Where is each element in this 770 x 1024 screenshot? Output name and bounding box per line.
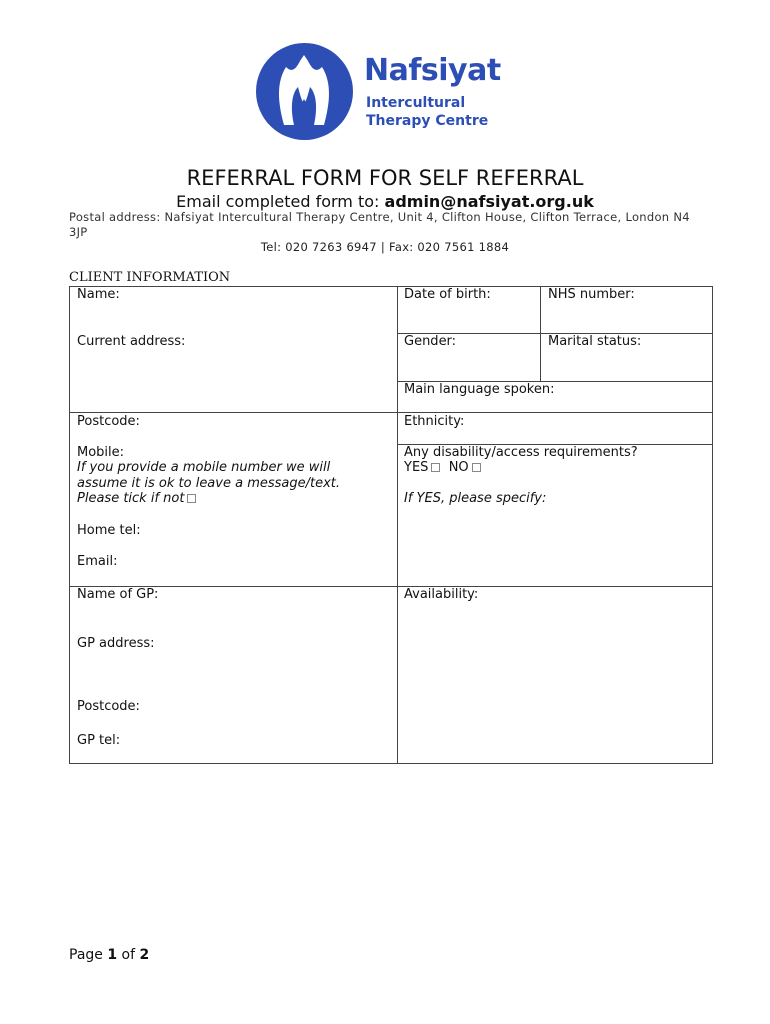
nhs-number-field[interactable]: NHS number: — [548, 287, 635, 302]
table-border-bottom — [69, 763, 713, 764]
postcode-field[interactable]: Postcode: — [77, 414, 140, 429]
gender-field[interactable]: Gender: — [404, 334, 457, 349]
logo-subtitle-line2: Therapy Centre — [366, 113, 489, 129]
email-prefix: Email completed form to: — [176, 192, 385, 211]
row-line — [69, 412, 397, 413]
page-word: Page — [69, 947, 108, 963]
table-border-left — [69, 286, 70, 764]
of-word: of — [117, 947, 140, 963]
current-address-field[interactable]: Current address: — [77, 334, 186, 349]
form-title: REFERRAL FORM FOR SELF REFERRAL — [186, 166, 584, 190]
client-information-table — [69, 286, 713, 764]
disability-question: Any disability/access requirements? — [404, 445, 638, 460]
gp-tel-field[interactable]: GP tel: — [77, 733, 121, 748]
yes-checkbox[interactable] — [431, 463, 440, 472]
ethnicity-field[interactable]: Ethnicity: — [404, 414, 465, 429]
gp-postcode-field[interactable]: Postcode: — [77, 699, 140, 714]
name-field[interactable]: Name: — [77, 287, 120, 302]
disability-yes-no — [404, 460, 481, 476]
mobile-field[interactable]: Mobile: — [77, 445, 125, 460]
no-label: NO — [448, 460, 469, 475]
section-client-information: CLIENT INFORMATION — [69, 270, 231, 285]
column-divider — [397, 286, 398, 764]
date-of-birth-field[interactable]: Date of birth: — [404, 287, 491, 302]
gp-name-field[interactable]: Name of GP: — [77, 587, 159, 602]
current-page: 1 — [107, 947, 118, 963]
email-instruction — [0, 192, 770, 211]
yes-label: YES — [404, 460, 429, 475]
email-field[interactable]: Email: — [77, 554, 118, 569]
no-message-checkbox[interactable] — [187, 494, 196, 503]
main-language-field[interactable]: Main language spoken: — [404, 382, 555, 397]
email-address[interactable]: admin@nafsiyat.org.uk — [384, 192, 594, 211]
nafsiyat-logo — [256, 43, 526, 141]
table-border-right — [712, 286, 713, 764]
row-line — [397, 412, 713, 413]
gp-address-field[interactable]: GP address: — [77, 636, 155, 651]
disability-specify-field[interactable]: If YES, please specify: — [404, 491, 547, 506]
marital-status-field[interactable]: Marital status: — [548, 334, 642, 349]
availability-field[interactable]: Availability: — [404, 587, 479, 602]
total-pages: 2 — [139, 947, 150, 963]
telephone-fax: Tel: 020 7263 6947 | Fax: 020 7561 1884 — [260, 240, 510, 254]
mobile-note-text: Please tick if not — [77, 491, 185, 506]
postal-address: Postal address: Nafsiyat Intercultural Therapy Centre, Unit 4, Clifton House, Clifton Terrace, London N4 3JP — [69, 210, 690, 239]
mobile-note-line2: assume it is ok to leave a message/text. — [77, 476, 341, 491]
logo-brand-name: Nafsiyat — [364, 53, 501, 88]
mobile-note-line3 — [77, 491, 196, 507]
no-checkbox[interactable] — [472, 463, 481, 472]
logo-emblem-icon — [256, 43, 353, 140]
home-tel-field[interactable]: Home tel: — [77, 523, 141, 538]
page-number — [69, 947, 149, 963]
logo-subtitle-line1: Intercultural — [366, 95, 466, 111]
mobile-note-line1: If you provide a mobile number we will — [77, 460, 331, 475]
